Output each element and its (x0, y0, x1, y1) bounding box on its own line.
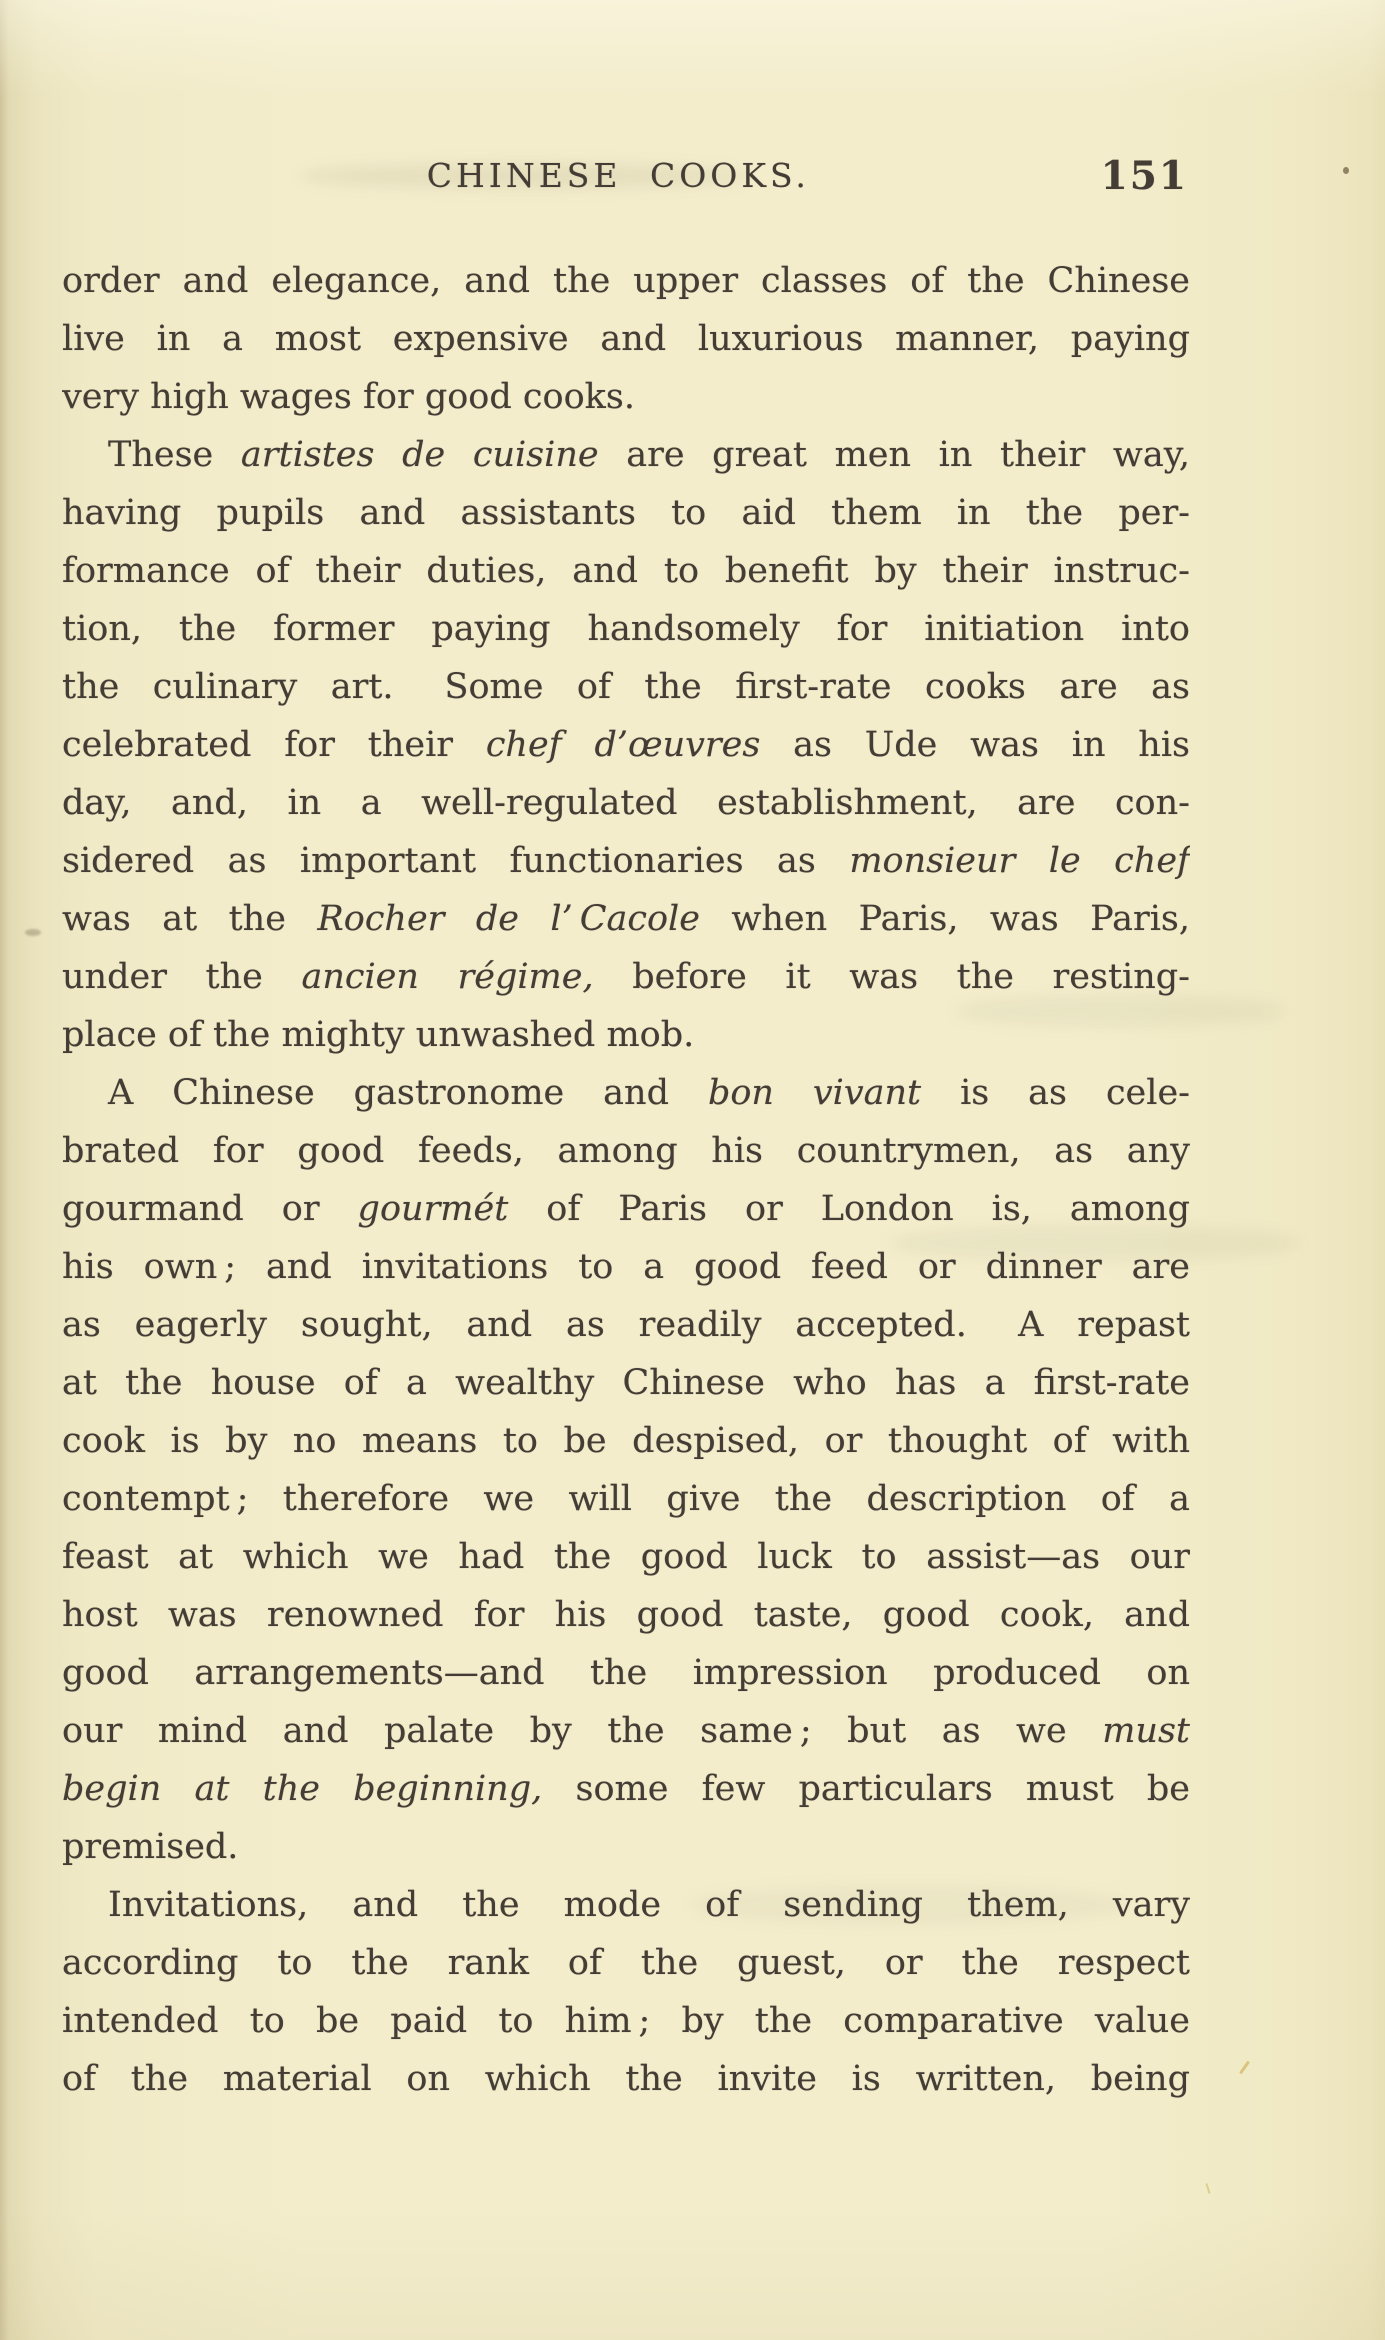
text-segment: of Paris or London is, among (508, 1189, 1190, 1229)
paper-speck (1343, 167, 1349, 174)
text-line (62, 1238, 1190, 1296)
text-segment: was at the (62, 899, 318, 939)
text-segment: formance of their duties, and to benefit by their instruc- (62, 551, 1190, 591)
text-line (62, 426, 1190, 484)
page-text (62, 252, 1190, 2108)
page-number: 151 (1100, 153, 1188, 199)
text-segment: cook is by no means to be despised, or thought of with (62, 1421, 1190, 1461)
text-segment: sidered as important functionaries as (62, 841, 850, 881)
text-line (62, 1760, 1190, 1818)
text-line (62, 368, 1190, 426)
text-segment: day, and, in a well-regulated establishment, are con- (62, 783, 1190, 823)
italic-text-segment: bon vivant (707, 1073, 922, 1113)
italic-text-segment: begin at the beginning, (62, 1769, 543, 1809)
text-segment: is as cele- (921, 1073, 1190, 1113)
text-line (62, 1180, 1190, 1238)
paper-fiber (1239, 2060, 1250, 2074)
text-segment: under the (62, 957, 302, 997)
text-segment: when Paris, was Paris, (699, 899, 1190, 939)
text-line (62, 832, 1190, 890)
text-segment: are great men in their way, (598, 435, 1190, 475)
paper-fiber (1205, 2183, 1210, 2194)
page-header (62, 150, 1190, 202)
text-segment: very high wages for good cooks. (62, 377, 635, 417)
text-line (62, 1644, 1190, 1702)
text-line (62, 1064, 1190, 1122)
text-line (62, 484, 1190, 542)
text-line (62, 658, 1190, 716)
italic-text-segment: must (1102, 1711, 1190, 1751)
text-line (62, 2050, 1190, 2108)
text-segment: good arrangements—and the impression produced on (62, 1653, 1190, 1693)
text-segment: brated for good feeds, among his countrymen, as any (62, 1131, 1190, 1171)
text-line (62, 1992, 1190, 2050)
text-segment: intended to be paid to him ; by the comparative value (62, 2001, 1190, 2041)
text-line (62, 716, 1190, 774)
text-line (62, 890, 1190, 948)
text-segment: his own ; and invitations to a good feed or dinner are (62, 1247, 1190, 1287)
text-segment: contempt ; therefore we will give the description of a (62, 1479, 1190, 1519)
text-segment: gourmand or (62, 1189, 358, 1229)
italic-text-segment: ancien régime, (301, 957, 594, 997)
text-line (62, 948, 1190, 1006)
text-segment: A Chinese gastronome and (108, 1073, 708, 1113)
text-line (62, 542, 1190, 600)
text-line (62, 1122, 1190, 1180)
text-segment: of the material on which the invite is written, being (62, 2059, 1190, 2099)
text-line (62, 600, 1190, 658)
text-segment: at the house of a wealthy Chinese who has a first-rate (62, 1363, 1190, 1403)
text-line (62, 252, 1190, 310)
text-segment: as eagerly sought, and as readily accepted. A repast (62, 1305, 1190, 1345)
text-line (62, 774, 1190, 832)
italic-text-segment: Rocher de l’ Cacole (317, 899, 700, 939)
text-segment: tion, the former paying handsomely for initiation into (62, 609, 1190, 649)
text-segment: feast at which we had the good luck to assist—as our (62, 1537, 1190, 1577)
text-line (62, 1934, 1190, 1992)
italic-text-segment: gourmét (357, 1189, 509, 1229)
text-line (62, 1412, 1190, 1470)
text-segment: the culinary art. Some of the first-rate cooks are as (62, 667, 1190, 707)
text-line (62, 1296, 1190, 1354)
running-title: CHINESE COOKS. (426, 156, 810, 195)
text-segment: according to the rank of the guest, or the respect (62, 1943, 1190, 1983)
text-segment: as Ude was in his (760, 725, 1190, 765)
text-segment: premised. (62, 1827, 239, 1867)
text-segment: our mind and palate by the same ; but as we (62, 1711, 1103, 1751)
text-segment: host was renowned for his good taste, good cook, and (62, 1595, 1190, 1635)
text-segment: Invitations, and the mode of sending them, vary (108, 1885, 1190, 1925)
text-segment: having pupils and assistants to aid them in the per- (62, 493, 1190, 533)
text-line (62, 1876, 1190, 1934)
text-segment: celebrated for their (62, 725, 486, 765)
text-line (62, 1470, 1190, 1528)
paper-speck (25, 929, 41, 936)
text-line (62, 1354, 1190, 1412)
text-line (62, 1586, 1190, 1644)
text-segment: These (108, 435, 241, 475)
text-line (62, 1702, 1190, 1760)
italic-text-segment: artistes de cuisine (240, 435, 599, 475)
text-line (62, 1528, 1190, 1586)
text-line (62, 1006, 1190, 1064)
italic-text-segment: chef d’œuvres (485, 725, 761, 765)
text-segment: before it was the resting- (593, 957, 1190, 997)
text-segment: place of the mighty unwashed mob. (62, 1015, 695, 1055)
text-segment: some few particulars must be (542, 1769, 1190, 1809)
text-line (62, 1818, 1190, 1876)
italic-text-segment: monsieur le chef (849, 841, 1190, 881)
text-line (62, 310, 1190, 368)
text-segment: order and elegance, and the upper classes of the Chinese (62, 261, 1190, 301)
text-segment: live in a most expensive and luxurious manner, paying (62, 319, 1190, 359)
